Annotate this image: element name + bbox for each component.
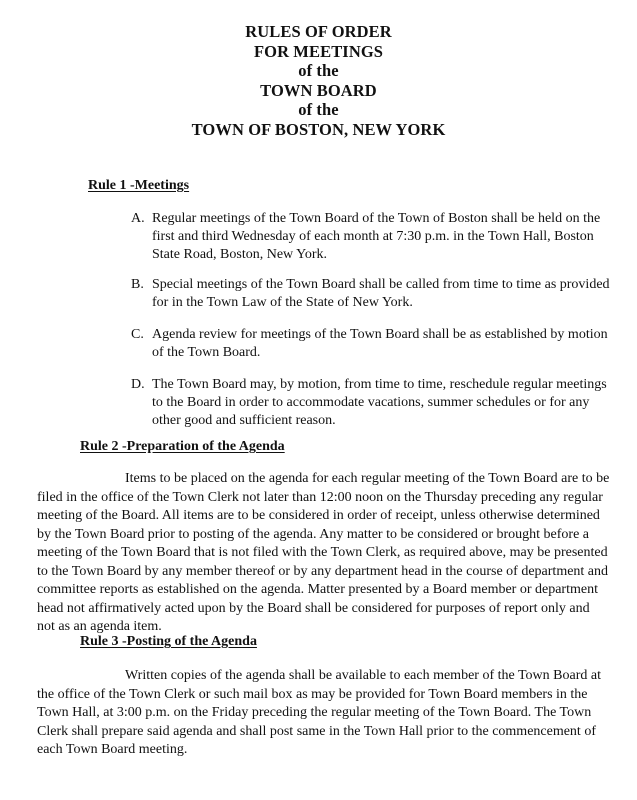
rule-1-item-a <box>131 210 621 264</box>
item-text: Agenda review for meetings of the Town Board shall be as established by motion of the Town Board. <box>152 327 608 360</box>
item-text: The Town Board may, by motion, from time to time, reschedule regular meetings to the Board in order to accommodate vacations, summer schedules or for any other good and sufficient reason. <box>152 377 607 428</box>
item-text: Special meetings of the Town Board shall be called from time to time as provided for in the Town Law of the State of New York. <box>152 277 610 310</box>
title-line-5: of the <box>298 100 339 119</box>
title-line-1: RULES OF ORDER <box>245 22 392 41</box>
item-text: Regular meetings of the Town Board of the Town of Boston shall be held on the first and third Wednesday of each month at 7:30 p.m. in the Town Hall, Boston State Road, Boston, New York. <box>152 211 601 262</box>
item-letter: D. <box>131 377 145 392</box>
rule-3-heading: Rule 3 -Posting of the Agenda <box>80 634 257 649</box>
rule-2-paragraph: Items to be placed on the agenda for each regular meeting of the Town Board are to be filed in the office of the Town Clerk not later than 12:00 noon on the Thursday preceding any regular meeting of the Board. All items are to be considered in order of receipt, unless otherwise determined by the Town Board prior to posting of the agenda. Any matter to be considered or brought before a meeting of the Town Board that is not filed with the Town Clerk, as required above, may be presented to the Town Board by any member thereof or by any department head in the course of department and committee reports as established on the agenda. Matter presented by a Board member or department head not affirmatively acted upon by the Board shall be considered for purposes of report only and not as an agenda item. <box>37 471 610 634</box>
title-line-4: TOWN BOARD <box>260 80 377 100</box>
title-line-3: of the <box>298 61 339 80</box>
rule-1-heading: Rule 1 -Meetings <box>88 178 190 193</box>
rule-2-heading: Rule 2 -Preparation of the Agenda <box>80 439 285 454</box>
item-letter: A. <box>131 211 145 226</box>
item-letter: C. <box>131 327 144 342</box>
title-line-2: FOR MEETINGS <box>253 41 384 61</box>
item-letter: B. <box>131 277 144 292</box>
title-line-6: TOWN OF BOSTON, NEW YORK <box>191 119 446 139</box>
rule-1-item-b <box>131 276 621 312</box>
rule-3-paragraph: Written copies of the agenda shall be available to each member of the Town Board at the office of the Town Clerk or such mail box as may be provided for Town Board members in the Town Hall, at 3:00 p.m. on the Friday preceding the regular meeting of the Town Board. The Town Clerk shall prepare said agenda and shall post same in the Town Hall prior to the commencement of each Town Board meeting. <box>37 668 601 757</box>
document-title <box>0 22 637 139</box>
rule-1-item-d <box>131 376 621 430</box>
rule-1-item-c <box>131 326 621 362</box>
